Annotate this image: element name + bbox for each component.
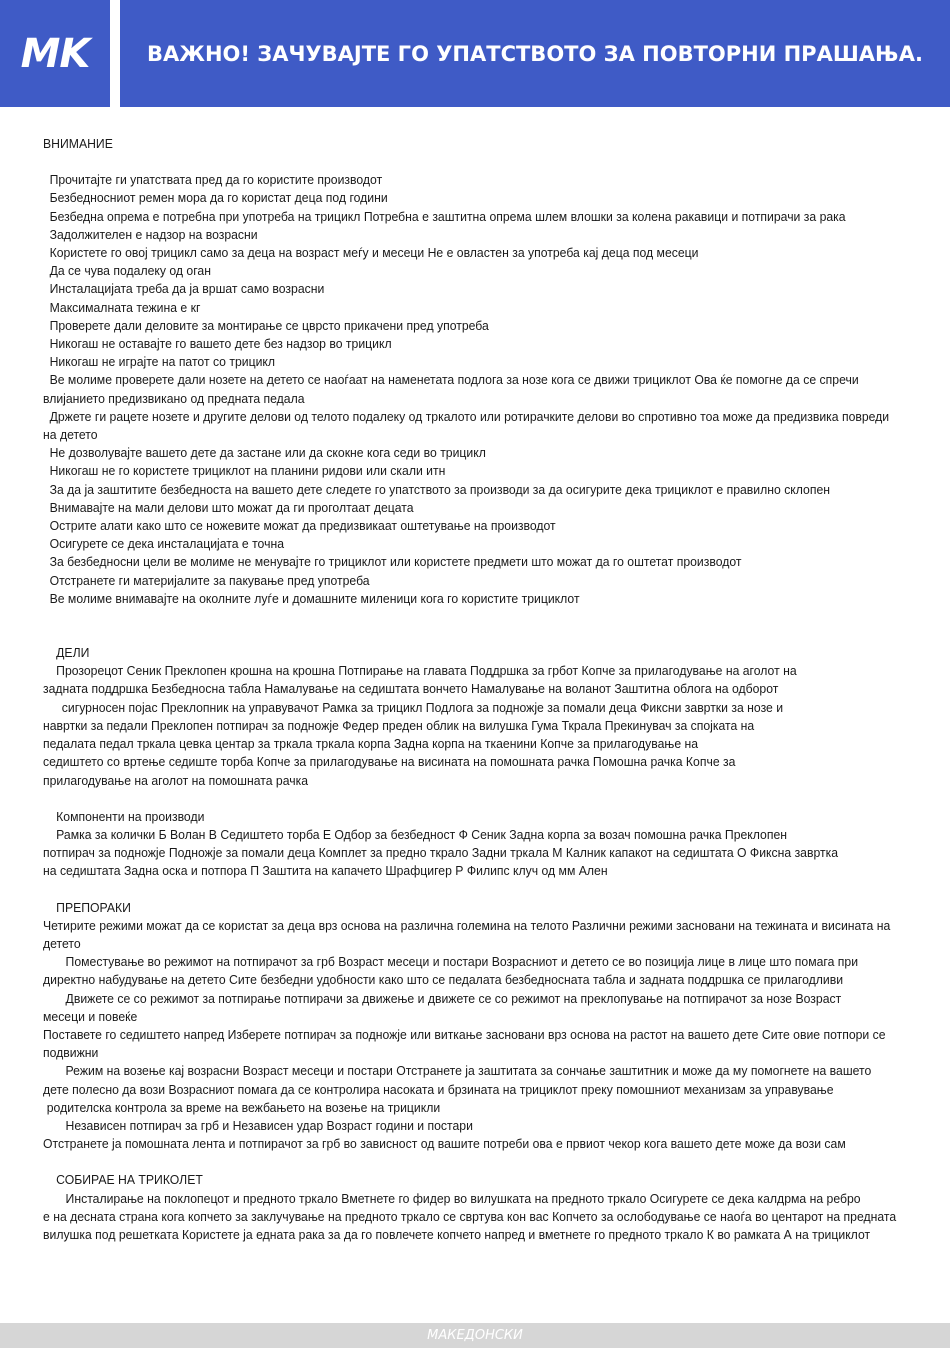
warning-list bbox=[43, 171, 913, 608]
warning-item: Користете го овој трицикл само за деца на возраст меѓу и месеци Не е овластен за употреба кај деца под месеци bbox=[49, 245, 699, 261]
recommendations-line: Независен потпирач за грб и Независен удар Возраст години и постари bbox=[65, 1117, 473, 1133]
recommendations-line: Отстранете ја помошната лента и потпирачот за грб во зависност од вашите потреби ова е првиот чекор кога вашето дете може да вози сам bbox=[43, 1136, 846, 1152]
parts-line: навртки за педали Преклопен потпирач за подножје Федер преден облик на вилушка Гума Ткрала Прекинувач за спојката на bbox=[43, 717, 755, 733]
warning-item: Не дозволувајте вашето дете да застане или да скокне кога седи во трицикл bbox=[49, 445, 486, 461]
warning-item: Инсталацијата треба да ја вршат само возрасни bbox=[49, 281, 325, 297]
recommendations-line: Поместување во режимот на потпирачот за грб Возраст месеци и постари Возрасниот и детето се во позиција лице в лице што помага при bbox=[65, 954, 859, 970]
assembly-list bbox=[43, 1190, 913, 1245]
parts-heading: ДЕЛИ bbox=[56, 645, 90, 661]
parts-line: Прозорецот Сеник Преклопен крошна на крошна Потпирање на главата Поддршка за грбот Копче за прилагодување на аголот на bbox=[56, 663, 797, 679]
warning-item: Проверете дали деловите за монтирање се цврсто прикачени пред употреба bbox=[49, 317, 489, 333]
logo-text: MK bbox=[20, 30, 90, 77]
recommendations-line: родителска контрола за време на вежбањето на возење на трицикли bbox=[46, 1099, 441, 1115]
warning-item: Никогаш не играјте на патот со трицикл bbox=[49, 354, 276, 370]
recommendations-line: дете полесно да вози Возрасниот помага да се контролира насоката и брзината на трициклот преку помошниот механизам за управување bbox=[43, 1081, 834, 1097]
warning-item: За безбедносни цели ве молиме не менувајте го трициклот или користете предмети што можат да го оштетат производот bbox=[49, 554, 742, 570]
parts-line: прилагодување на аголот на помошната рачка bbox=[43, 772, 309, 788]
warning-item: Безбедна опрема е потребна при употреба на трицикл Потребна е заштитна опрема шлем влошки за колена ракавици и потпирачи за рака bbox=[49, 208, 846, 224]
assembly-heading: СОБИРАЕ НА ТРИКОЛЕТ bbox=[56, 1172, 203, 1188]
warning-item: Држете ги рацете нозете и другите делови од телото подалеку од тркалото или ротирачките делови во спротивно тоа може да предизвика повреди bbox=[49, 408, 890, 424]
warning-item: Внимавајте на мали делови што можат да ги проголтаат децата bbox=[49, 499, 414, 515]
spacer bbox=[43, 790, 913, 808]
recommendations-line: Четирите режими можат да се користат за деца врз основа на различна големина на телото Различни режими засновани на тежината и висината на bbox=[43, 917, 891, 933]
parts-line: педалата педал тркала цевка центар за тркала тркала корпа Задна корпа на ткаенини Копче за прилагодување на bbox=[43, 736, 699, 752]
warning-item: Осигурете се дека инсталацијата е точна bbox=[49, 536, 285, 552]
components-line: Рамка за колички Б Волан В Седиштето торба Е Одбор за безбедност Ф Сеник Задна корпа за возач помошна рачка Преклопен bbox=[56, 826, 787, 842]
logo-block bbox=[0, 0, 110, 107]
warning-item: Прочитајте ги упатствата пред да го користите производот bbox=[49, 172, 383, 188]
spacer bbox=[43, 881, 913, 899]
parts-line: задната поддршка Безбедносна табла Намалување на седиштата вончето Намалување на воланот Заштитна облога на одборот bbox=[43, 681, 779, 697]
warning-item: Никогаш не оставајте го вашето дете без надзор во трицикл bbox=[49, 336, 392, 352]
warning-item: Максималната тежина е кг bbox=[49, 299, 201, 315]
recommendations-line: подвижни bbox=[43, 1045, 99, 1061]
components-line: потпирач за подножје Подножје за помали деца Комплет за предно ткрало Задни тркала М Калник капакот на седиштата О Фиксна завртка bbox=[43, 845, 839, 861]
spacer bbox=[43, 1153, 913, 1171]
warning-item: влијанието предизвикано од предната педала bbox=[43, 390, 305, 406]
spacer bbox=[43, 608, 913, 644]
page-title: ВАЖНО! ЗАЧУВАЈТЕ ГО УПАТСТВОТО ЗА ПОВТОРНИ ПРАШАЊА. bbox=[147, 41, 923, 66]
header-banner bbox=[120, 0, 950, 107]
recommendations-line: месеци и повеќе bbox=[43, 1008, 138, 1024]
warning-item: Никогаш не го користете трициклот на планини ридови или скали итн bbox=[49, 463, 446, 479]
warning-item: Безбедносниот ремен мора да го користат деца под години bbox=[49, 190, 388, 206]
recommendations-line: директно набудување на детето Сите безбедни удобности како што се педалата безбедносната табла и задната поддршка се прилагодливи bbox=[43, 972, 844, 988]
warning-item: Отстранете ги материјалите за пакување пред употреба bbox=[49, 572, 370, 588]
components-list bbox=[43, 826, 913, 881]
warning-item: Ве молиме проверете дали нозете на детето се наоѓаат на наменетата подлога за нозе кога се движи трициклот Ова ќе помогне да се спречи bbox=[49, 372, 859, 388]
recommendations-heading: ПРЕПОРАКИ bbox=[56, 899, 131, 915]
assembly-line: Инсталирање на поклопецот и предното тркало Вметнете го фидер во вилушката на предното тркало Осигурете се дека калдрма на ребро bbox=[65, 1190, 861, 1206]
warning-item: Да се чува подалеку од оган bbox=[49, 263, 211, 279]
warning-item: За да ја заштитите безбедноста на вашето дете следете го упатството за производи за да осигурите дека трициклот е правилно склопен bbox=[49, 481, 831, 497]
assembly-line: е на десната страна кога копчето за заклучување на предното тркало се свртува кон вас Копчето за ослободување се наоѓа во центарот на предната bbox=[43, 1208, 897, 1224]
recommendations-line: Поставете го седиштето напред Изберете потпирач за подножје или виткање засновани врз основа на растот на вашето дете Сите овие потпори се bbox=[43, 1026, 886, 1042]
parts-line: седиштето со вртење седиште торба Копче за прилагодување на висината на помошната рачка Помошна рачка Копче за bbox=[43, 754, 736, 770]
warning-item: Ве молиме внимавајте на околните луѓе и домашните миленици кога го користите трициклот bbox=[49, 590, 580, 606]
warning-item: на детето bbox=[43, 427, 98, 443]
document-body bbox=[43, 135, 913, 1244]
recommendations-line: детето bbox=[43, 935, 81, 951]
warning-item: Задолжителен е надзор на возрасни bbox=[49, 226, 258, 242]
assembly-line: вилушка под решетката Користете ја едната рака за да го повлечете копчето напред и вметнете го предното тркало К во рамката А на трициклот bbox=[43, 1226, 871, 1242]
recommendations-line: Движете се со режимот за потпирање потпирачи за движење и движете се со режимот на преклопување на потпирачот за нозе Возраст bbox=[65, 990, 842, 1006]
parts-line: сигурносен појас Преклопник на управувачот Рамка за трицикл Подлога за подножје за помали деца Фиксни завртки за нозе и bbox=[61, 699, 784, 715]
components-heading: Компоненти на производи bbox=[56, 808, 205, 824]
warning-heading: ВНИМАНИЕ bbox=[43, 136, 113, 151]
components-line: на седиштата Задна оска и потпора П Заштита на капачето Шрафцигер Р Филипс клуч од мм Ален bbox=[43, 863, 608, 879]
warning-item: Острите алати како што се ножевите можат да предизвикаат оштетување на производот bbox=[49, 518, 556, 534]
recommendations-line: Режим на возење кај возрасни Возраст месеци и постари Отстранете ја заштитата за сончање заштитник и може да му помогнете на вашето bbox=[65, 1063, 872, 1079]
footer-bar bbox=[0, 1323, 950, 1348]
parts-list bbox=[43, 662, 913, 789]
footer-language: МАКЕДОНСКИ bbox=[427, 1328, 523, 1343]
recommendations-list bbox=[43, 917, 913, 1154]
